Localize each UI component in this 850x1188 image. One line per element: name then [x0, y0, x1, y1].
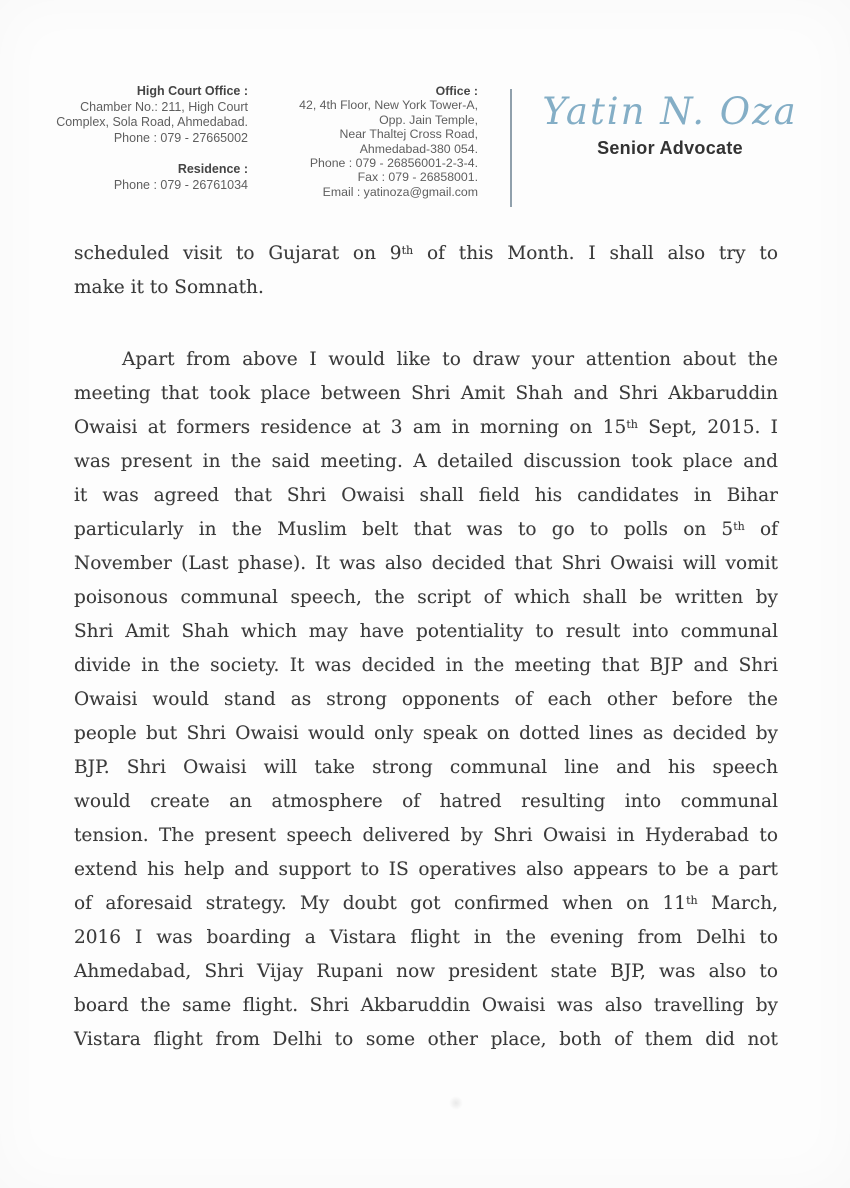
body-line: make it to Somnath. — [74, 277, 264, 298]
body-line: would create an atmosphere of hatred resulting into communal — [74, 791, 778, 812]
office-line: Near Thaltej Cross Road, — [339, 127, 478, 142]
advocate-designation: Senior Advocate — [597, 138, 743, 158]
body-line: poisonous communal speech, the script of which shall be written by — [74, 587, 778, 608]
ordinal-suffix: th — [626, 418, 638, 432]
office-line: Phone : 079 - 26856001-2-3-4. — [309, 156, 478, 171]
ordinal-suffix: th — [733, 520, 745, 534]
body-line: it was agreed that Shri Owaisi shall field his candidates in Bihar — [74, 485, 778, 506]
office-line: Fax : 079 - 26858001. — [357, 170, 478, 185]
high-court-office-line: Complex, Sola Road, Ahmedabad. — [56, 115, 248, 129]
body-line: Apart from above I would like to draw your attention about the — [122, 349, 778, 370]
body-line: November (Last phase). It was also decided that Shri Owaisi will vomit — [74, 553, 778, 574]
office-email: Email : yatinoza@gmail.com — [322, 184, 478, 199]
body-line: 2016 I was boarding a Vistara flight in the evening from Delhi to — [74, 927, 778, 948]
body-line: of aforesaid strategy. My doubt got confirmed when on 11th March, — [74, 893, 778, 914]
paragraph-2 — [74, 343, 778, 1057]
body-line: divide in the society. It was decided in the meeting that BJP and Shri — [74, 655, 778, 676]
high-court-office-block — [28, 84, 248, 193]
office-line: Ahmedabad-380 054. — [359, 141, 478, 156]
advocate-name: Yatin N. Oza — [542, 90, 798, 133]
scan-artifact — [449, 1096, 463, 1110]
advocate-block — [522, 90, 818, 159]
body-line: scheduled visit to Gujarat on 9th of this Month. I shall also try to — [74, 243, 778, 264]
body-line: Owaisi at formers residence at 3 am in morning on 15th Sept, 2015. I — [74, 417, 778, 438]
office-block — [288, 84, 478, 199]
body-line: Vistara flight from Delhi to some other place, both of them did not — [74, 1029, 778, 1050]
body-line: tension. The present speech delivered by Shri Owaisi in Hyderabad to — [74, 825, 778, 846]
body-line: Ahmedabad, Shri Vijay Rupani now president state BJP, was also to — [74, 961, 778, 982]
ordinal-suffix: th — [401, 244, 414, 258]
body-line: extend his help and support to IS operatives also appears to be a part — [74, 859, 778, 880]
body-line: people but Shri Owaisi would only speak on dotted lines as decided by — [74, 723, 778, 744]
letterhead-divider — [510, 89, 512, 207]
body-line: BJP. Shri Owaisi will take strong communal line and his speech — [74, 757, 778, 778]
body-line: particularly in the Muslim belt that was to go to polls on 5th of — [74, 519, 778, 540]
residence-title: Residence : — [177, 162, 248, 176]
body-line: meeting that took place between Shri Amit Shah and Shri Akbaruddin — [74, 383, 778, 404]
high-court-office-line: Chamber No.: 211, High Court — [80, 99, 248, 114]
body-line: board the same flight. Shri Akbaruddin Owaisi was also travelling by — [74, 995, 778, 1016]
body-line: was present in the said meeting. A detailed discussion took place and — [74, 451, 778, 472]
residence-line: Phone : 079 - 26761034 — [113, 177, 248, 192]
paragraph-1 — [74, 237, 778, 305]
office-title: Office : — [435, 84, 478, 98]
office-line: Opp. Jain Temple, — [379, 112, 478, 127]
body-line: Owaisi would stand as strong opponents of each other before the — [74, 689, 778, 710]
high-court-office-title: High Court Office : — [136, 84, 248, 98]
body-line: Shri Amit Shah which may have potentiality to result into communal — [74, 621, 778, 642]
letter-body — [74, 237, 778, 1057]
high-court-office-line: Phone : 079 - 27665002 — [113, 130, 248, 145]
ordinal-suffix: th — [686, 894, 698, 908]
office-line: 42, 4th Floor, New York Tower-A, — [299, 98, 478, 113]
